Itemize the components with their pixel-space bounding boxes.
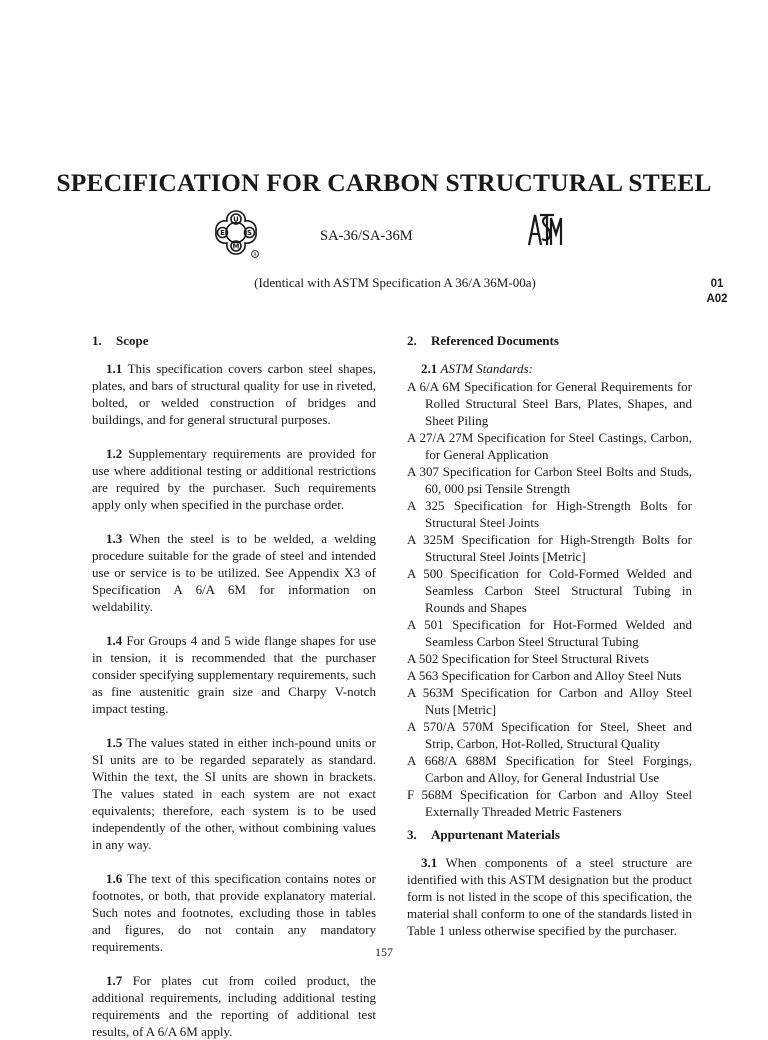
paragraph — [92, 632, 376, 717]
paragraph — [92, 530, 376, 615]
paragraph-text: When components of a steel structure are identified with this ASTM designation but the product form is not listed in the scope of this specification, the material shall conform to one of the standards listed in Table 1 unless otherwise specified by the purchaser. — [407, 855, 693, 938]
paragraph — [92, 870, 376, 955]
page-title: SPECIFICATION FOR CARBON STRUCTURAL STEEL — [56, 168, 712, 197]
reference-item: A 325 Specification for High-Strength Bolts for Structural Steel Joints — [407, 498, 692, 530]
designation-label: SA-36/SA-36M — [320, 228, 413, 244]
subsection-heading — [407, 360, 692, 377]
reference-item: A 501 Specification for Hot-Formed Welded and Seamless Carbon Steel Structural Tubing — [407, 617, 692, 649]
reference-item: A 668/A 688M Specification for Steel Forgings, Carbon and Alloy, for General Industrial Use — [407, 753, 692, 785]
reference-item: A 570/A 570M Specification for Steel, Sheet and Strip, Carbon, Hot-Rolled, Structural Quality — [407, 719, 692, 751]
reference-item: A 563 Specification for Carbon and Alloy Steel Nuts — [407, 668, 682, 683]
paragraph — [92, 972, 376, 1040]
paragraph-number: 1.5 — [106, 735, 123, 750]
paragraph-text: For plates cut from coiled product, the additional requirements, including additional testing requirements and the reporting of additional test results, of A 6/A 6M apply. — [92, 973, 376, 1039]
reference-item: A 500 Specification for Cold-Formed Welded and Seamless Carbon Steel Structural Tubing in Rounds and Shapes — [407, 566, 692, 615]
section-title: Scope — [116, 333, 149, 348]
section-heading-scope — [92, 332, 376, 349]
paragraph-number: 1.4 — [106, 633, 123, 648]
paragraph — [92, 445, 376, 513]
identical-with-note: (Identical with ASTM Specification A 36/A 36M-00a) — [254, 275, 536, 290]
paragraph-text: This specification covers carbon steel shapes, plates, and bars of structural quality for use in riveted, bolted, or welded construction of bridges and buildings, and for general structural purposes. — [92, 361, 377, 427]
reference-item: A 6/A 6M Specification for General Requirements for Rolled Structural Steel Bars, Plates, Shapes, and Sheet Piling — [407, 379, 692, 428]
paragraph-number: 1.1 — [106, 361, 123, 376]
astm-logo-icon — [526, 210, 564, 248]
paragraph — [407, 854, 692, 939]
subsection-number: 2.1 — [421, 361, 438, 376]
paragraph-text: When the steel is to be welded, a welding procedure suitable for the grade of steel and intended use or service is to be utilized. See Appendix X3 of Specification A 6/A 6M for information on weldability. — [92, 531, 377, 614]
svg-text:S: S — [246, 229, 253, 237]
reference-item: A 502 Specification for Steel Structural Rivets — [407, 651, 649, 666]
section-heading-referenced-documents — [407, 332, 692, 349]
paragraph-text: Supplementary requirements are provided for use where additional testing or additional restrictions are required by the purchaser. Such requirements apply only when specified in the purchase order. — [92, 446, 377, 512]
right-column — [407, 332, 692, 820]
section-title: Appurtenant Materials — [431, 827, 560, 842]
revision-mark: 01 — [710, 278, 724, 290]
reference-item: F 568M Specification for Carbon and Alloy Steel Externally Threaded Metric Fasteners — [407, 787, 692, 819]
paragraph-text: The values stated in either inch-pound units or SI units are to be regarded separately as standard. Within the text, the SI units are shown in brackets. The values stated in each system are not exact equivalents; therefore, each system is to be used independently of the other, without combining values in any way. — [92, 735, 376, 852]
subsection-title: ASTM Standards: — [440, 361, 533, 376]
paragraph-text: The text of this specification contains notes or footnotes, or both, that provide explanatory material. Such notes and footnotes, excluding those in tables and figures, do not contain any mandatory requirements. — [92, 871, 377, 954]
paragraph-number: 3.1 — [421, 855, 438, 870]
margin-revision-marks — [702, 277, 732, 307]
reference-item: A 307 Specification for Carbon Steel Bolts and Studs, 60, 000 psi Tensile Strength — [407, 464, 692, 496]
asme-code-stamp-icon — [212, 208, 260, 260]
section-appurtenant-materials — [407, 826, 692, 939]
svg-text:M: M — [232, 242, 240, 251]
page-number: 157 — [375, 945, 393, 959]
svg-text:R: R — [253, 253, 257, 258]
paragraph-number: 1.6 — [106, 871, 123, 886]
section-heading-appurtenant-materials — [407, 826, 692, 843]
reference-item: A 27/A 27M Specification for Steel Castings, Carbon, for General Application — [407, 430, 692, 462]
section-number: 3. — [407, 827, 417, 842]
section-title: Referenced Documents — [431, 333, 559, 348]
svg-text:U: U — [233, 215, 239, 224]
left-column — [92, 332, 376, 1040]
paragraph-number: 1.2 — [106, 446, 123, 461]
section-number: 1. — [92, 333, 102, 348]
paragraph — [92, 360, 376, 428]
revision-mark: A02 — [706, 293, 728, 305]
paragraph-number: 1.7 — [106, 973, 123, 988]
section-number: 2. — [407, 333, 417, 348]
paragraph-text: For Groups 4 and 5 wide flange shapes for use in tension, it is recommended that the purchaser consider specifying supplementary requirements, such as fine austenitic grain size and Charpy V-notch impact testing. — [92, 633, 376, 716]
paragraph-number: 1.3 — [106, 531, 123, 546]
reference-item: A 325M Specification for High-Strength Bolts for Structural Steel Joints [Metric] — [407, 532, 692, 564]
reference-item: A 563M Specification for Carbon and Alloy Steel Nuts [Metric] — [407, 685, 692, 717]
svg-text:E: E — [220, 229, 225, 237]
paragraph — [92, 734, 376, 853]
